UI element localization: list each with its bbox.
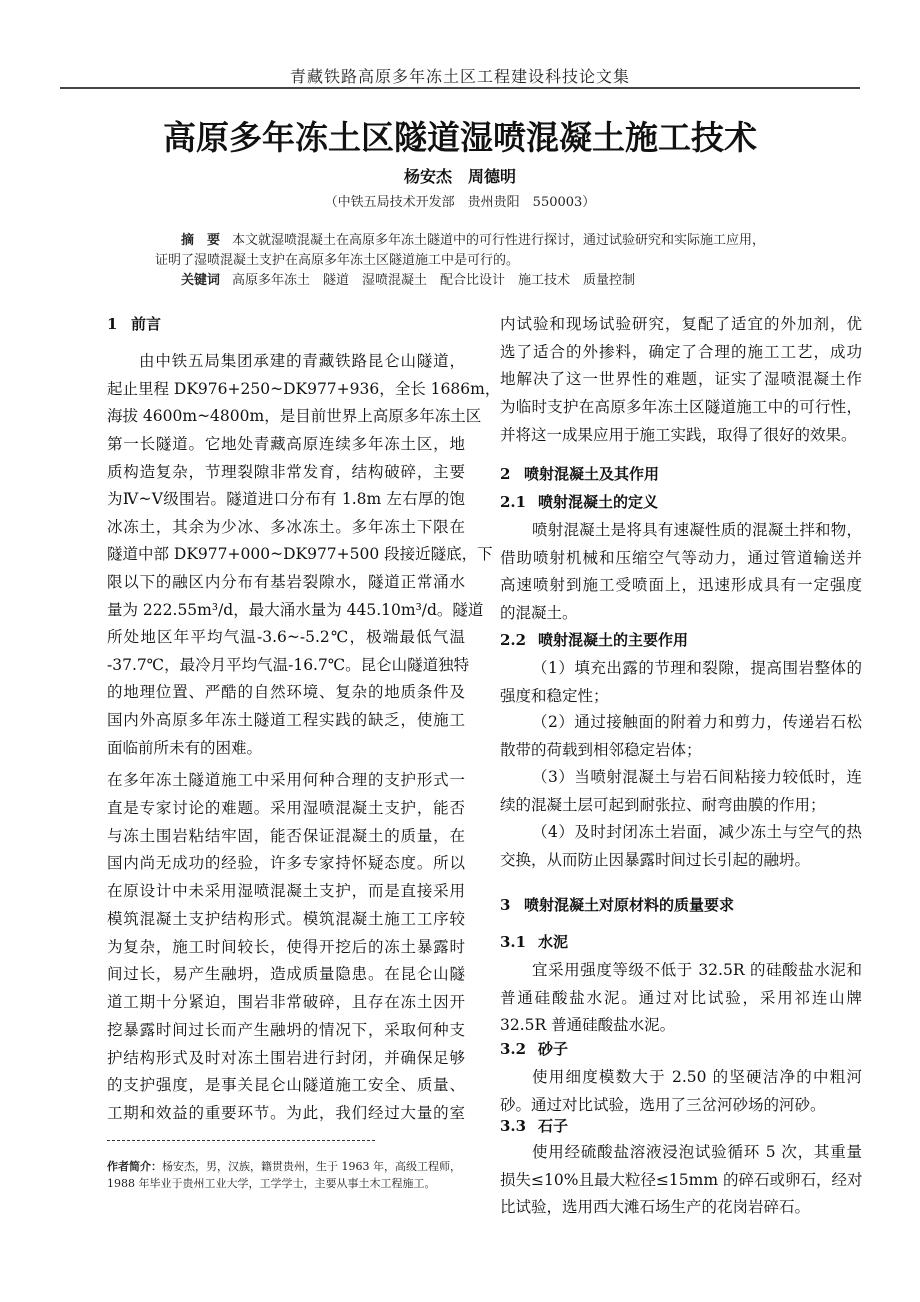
paragraph-line: 借助喷射机械和压缩空气等动力，通过管道输送并 [500,548,862,567]
paragraph-line: 在原设计中未采用湿喷混凝土支护，而是直接采用 [107,882,465,901]
keywords-label: 关键词 [181,273,221,288]
paragraph-line: 挖暴露时间过长而产生融坍的情况下，采取何种支 [107,1020,465,1039]
paragraph-line: 损失≤10%且最大粒径≤15mm 的碎石或卵石，经对 [500,1170,863,1189]
abstract-line: 证明了湿喷混凝土支护在高原多年冻土区隧道施工中是可行的。 [155,253,520,268]
authors: 杨安杰 周德明 [403,167,516,186]
paragraph-line: 面临前所未有的困难。 [107,738,263,757]
section-number: 3 [500,896,511,915]
paragraph-line: 交换，从而防止因暴露时间过长引起的融坍。 [500,850,811,869]
section-title: 水泥 [538,933,569,952]
paragraph-line: 冰冻土，其余为少冰、多冰冻土。多年冻土下限在 [107,517,465,536]
section-heading [500,489,658,517]
paragraph-line: 由中铁五局集团承建的青藏铁路昆仑山隧道， [139,352,465,371]
running-head: 青藏铁路高原多年冻土区工程建设科技论文集 [289,67,630,86]
paragraph-line: 道工期十分紧迫，围岩非常破碎，且存在冻土因开 [107,993,465,1012]
paragraph-line: 直是专家讨论的难题。采用湿喷混凝土支护，能否 [107,798,465,817]
paragraph-line: 强度和稳定性； [500,686,609,705]
paragraph-line: 模筑混凝土支护结构形式。模筑混凝土施工工序较 [107,909,465,928]
paragraph-line: 续的混凝土层可起到耐张拉、耐弯曲膜的作用； [500,795,826,814]
section-title: 喷射混凝土及其作用 [524,465,660,484]
paragraph-line: 国内外高原多年冻土隧道工程实践的缺乏，使施工 [107,711,465,729]
paragraph-line: 第一长隧道。它地处青藏高原连续多年冻土区，地 [107,435,465,453]
section-number: 3.2 [500,1040,527,1059]
footnote-label: 作者简介： [107,1160,162,1173]
paper-title: 高原多年冻土区隧道湿喷混凝土施工技术 [163,118,757,157]
paragraph-line: 内试验和现场试验研究，复配了适宜的外加剂，优 [500,315,862,334]
keywords-line [181,269,635,288]
paragraph-line: 隧道中部 DK977+000~DK977+500 段接近隧底，下 [107,545,493,564]
footnote-text: 杨安杰，男，汉族，籍贯贵州，生于 1963 年，高级工程师， [162,1160,461,1173]
footnote-line [107,1158,461,1174]
section-heading [500,929,568,957]
section-heading [500,892,734,920]
paragraph-line: 量为 222.55m³/d，最大涌水量为 445.10m³/d。隧道 [107,600,484,619]
footnote-line: 1988 年毕业于贵州工业大学，工学学士，主要从事土木工程施工。 [107,1177,436,1190]
paragraph-line: （2）通过接触面的附着力和剪力，传递岩石松 [532,713,862,732]
paragraph-line: （3）当喷射混凝土与岩石间粘接力较低时，连 [532,768,862,787]
paragraph-line: 普通硅酸盐水泥。通过对比试验，采用祁连山牌 [500,988,862,1007]
section-number: 3.1 [500,933,527,952]
section-number: 2.1 [500,493,527,512]
paragraph-line: 散带的荷载到相邻稳定岩体； [500,740,702,759]
section-title: 前言 [131,315,162,334]
paragraph-line: 为Ⅳ~Ⅴ级围岩。隧道进口分布有 1.8m 左右厚的饱 [107,490,465,509]
paragraph-line: 的地理位置、严酷的自然环境、复杂的地质条件及 [107,683,465,702]
paragraph-line: 比试验，选用西大滩石场生产的花岗岩碎石。 [500,1198,811,1217]
paragraph-line: （4）及时封闭冻土岩面，减少冻土与空气的热 [532,823,862,842]
paragraph-line: 的支护强度，是事关昆仑山隧道施工安全、质量、 [107,1076,465,1095]
footnote-rule [107,1140,375,1141]
section-number: 3.3 [500,1117,527,1136]
paragraph-line: 选了适合的外掺料，确定了合理的施工工艺，成功 [500,342,862,361]
abstract-text: 本文就湿喷混凝土在高原多年冻土隧道中的可行性进行探讨，通过试验研究和实际施工应用， [232,233,766,248]
paragraph-line: 的混凝土。 [500,604,578,622]
section-heading [500,1036,568,1064]
paragraph-line: 所处地区年平均气温-3.6~-5.2℃，极端最低气温 [107,628,465,647]
section-number: 2 [500,465,511,484]
paragraph-line: 限以下的融区内分布有基岩裂隙水，隧道正常涌水 [107,573,465,591]
paragraph-line: 并将这一成果应用于施工实践，取得了很好的效果。 [500,425,857,444]
section-heading [500,461,659,489]
paragraph-line: 护结构形式及时对冻土围岩进行封闭，并确保足够 [107,1048,465,1067]
paragraph-line: 国内尚无成功的经验，许多专家持怀疑态度。所以 [107,854,465,873]
paragraph-line: 为临时支护在高原多年冻土区隧道施工中的可行性， [500,398,862,416]
paragraph-line: 起止里程 DK976+250~DK977+936，全长 1686m， [107,379,501,398]
section-heading [500,627,688,655]
paragraph-line: 工期和效益的重要环节。为此，我们经过大量的室 [107,1104,465,1123]
section-heading [107,311,161,339]
paragraph-line: 与冻土围岩粘结牢固，能否保证混凝土的质量，在 [107,826,465,845]
abstract-label: 摘 要 [181,233,221,248]
paragraph-line: 地解决了这一世界性的难题，证实了湿喷混凝土作 [500,370,862,389]
section-title: 砂子 [538,1040,569,1059]
paragraph-line: -37.7℃，最冷月平均气温-16.7℃。昆仑山隧道独特 [107,655,470,674]
paragraph-line: 宜采用强度等级不低于 32.5R 的硅酸盐水泥和 [532,961,862,980]
section-heading [500,1113,568,1141]
paragraph-line: （1）填充出露的节理和裂隙，提高围岩整体的 [532,659,862,678]
section-title: 石子 [538,1117,569,1136]
paragraph-line: 海拔 4600m~4800m，是目前世界上高原多年冻土区 [107,407,482,426]
paragraph-line: 使用经硫酸盐溶液浸泡试验循环 5 次，其重量 [532,1143,862,1162]
paragraph-line: 喷射混凝土是将具有速凝性质的混凝土拌和物， [532,521,862,540]
keywords-text: 高原多年冻土 隧道 湿喷混凝土 配合比设计 施工技术 质量控制 [232,273,636,288]
abstract-line [181,229,765,248]
paragraph-line: 质构造复杂，节理裂隙非常发育，结构破碎，主要 [107,462,465,481]
paragraph-line: 高速喷射到施工受喷面上，迅速形成具有一定强度 [500,576,862,595]
paragraph-line: 在多年冻土隧道施工中采用何种合理的支护形式一 [107,771,465,790]
section-title: 喷射混凝土的定义 [538,493,659,512]
header-rule [60,87,860,89]
paragraph-line: 为复杂，施工时间较长，使得开挖后的冻土暴露时 [107,937,465,956]
affiliation: （中铁五局技术开发部 贵州贵阳 550003） [324,195,596,210]
section-title: 喷射混凝土的主要作用 [538,631,689,650]
section-number: 2.2 [500,631,527,650]
paragraph-line: 32.5R 普通硅酸盐水泥。 [500,1016,676,1035]
section-title: 喷射混凝土对原材料的质量要求 [524,896,735,915]
paragraph-line: 间过长，易产生融坍，造成质量隐患。在昆仑山隧 [107,965,465,984]
section-number: 1 [107,315,118,334]
paragraph-line: 使用细度模数大于 2.50 的坚硬洁净的中粗河 [532,1068,862,1087]
paragraph-line: 砂。通过对比试验，选用了三岔河砂场的河砂。 [500,1095,826,1114]
